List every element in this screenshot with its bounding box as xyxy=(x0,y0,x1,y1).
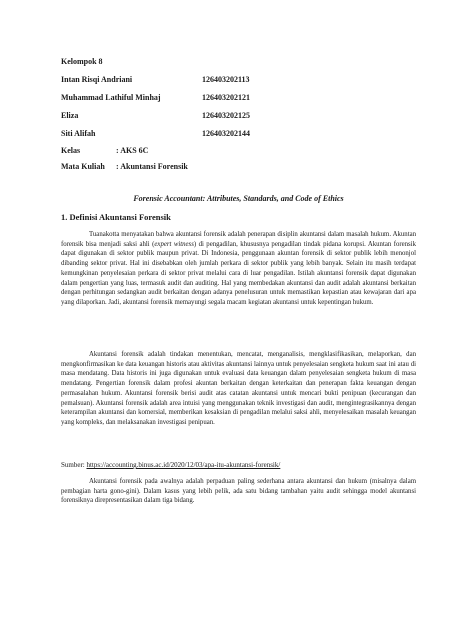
paragraph-1-italic: expert witness xyxy=(154,240,194,248)
source-label: Sumber: xyxy=(61,461,87,469)
paragraph-3 xyxy=(61,477,416,506)
paragraph-1-text-b: ) di pengadilan, khususnya pengadilan tindak pidana korupsi. Akuntan forensik dapat digunakan di sektor publik maupun privat. Di Indonesia, penggunaan akuntan forensik di sektor publik lebih menonjol dibanding sektor privat. Hal ini disebabkan oleh jumlah perkara di sektor publik yang lebih banyak. Selain itu masih terdapat kemungkinan penyelesaian perkara di sektor privat melalui cara di luar pengadilan. Istilah akuntansi forensik dapat digunakan dalam pengertian yang luas, termasuk audit dan auditing. Hal yang membedakan akuntansi dan audit adalah akuntansi berkaitan dengan perhitungan sedangkan audit berkaitan dengan adanya penelusuran untuk memastikan kepastian atau kewajaran dari apa yang dilaporkan. Jadi, akuntansi forensik memayungi segala macam kegiatan akuntansi untuk kepentingan hukum. xyxy=(61,240,416,306)
course-label: Mata Kuliah xyxy=(61,162,105,171)
member-id: 126403202125 xyxy=(202,111,250,120)
member-name: Eliza xyxy=(61,111,79,120)
member-name: Muhammad Lathiful Minhaj xyxy=(61,93,161,102)
class-label: Kelas xyxy=(61,146,81,155)
member-id: 126403202113 xyxy=(202,75,250,84)
paragraph-2-text: Akuntansi forensik adalah tindakan menentukan, mencatat, menganalisis, mengklasifikasikan, melaporkan, dan mengkonfirmasikan ke data keuangan historis atau aktivitas akuntansi lainnya untuk penyelesaian sengketa hukum saat ini atau di masa mendatang. Data historis ini juga digunakan untuk evaluasi data keuangan dalam penyelesaian sengketa hukum di masa mendatang. Pengertian forensik dalam profesi akuntan berkaitan dengan keterkaitan dan penerapan fakta keuangan dengan permasalahan hukum. Akuntansi forensik berisi audit atas catatan akuntansi untuk mencari bukti penipuan (kecurangan dan pemalsuan). Akuntansi forensik adalah area intuisi yang menggunakan teknik investigasi dan audit, mengintegrasikannya dengan keterampilan akuntansi dan komersial, memberikan kesaksian di pengadilan melalui saksi ahli, menyelesaikan masalah keuangan yang kompleks, dan melaksanakan investigasi penipuan. xyxy=(61,351,416,426)
paragraph-2 xyxy=(61,350,416,428)
member-id: 126403202121 xyxy=(202,93,250,102)
section-heading: 1. Definisi Akuntansi Forensik xyxy=(61,212,171,222)
course-value: : Akuntansi Forensik xyxy=(116,162,188,171)
member-name: Intan Risqi Andriani xyxy=(61,75,133,84)
source-link[interactable]: https://accounting.binus.ac.id/2020/12/03/apa-itu-akuntansi-forensik/ xyxy=(86,461,281,469)
group-label: Kelompok 8 xyxy=(61,57,103,66)
class-value: : AKS 6C xyxy=(116,146,149,155)
document-title: Forensic Accountant: Attributes, Standards, and Code of Ethics xyxy=(133,194,344,203)
paragraph-1 xyxy=(61,230,416,308)
member-name: Siti Alifah xyxy=(61,129,96,138)
paragraph-3-text: Akuntansi forensik pada awalnya adalah perpaduan paling sederhana antara akuntansi dan hukum (misalnya dalam pembagian harta gono-gini). Dalam kasus yang lebih pelik, ada satu bidang tambahan yaitu audit sehingga model akuntansi forensiknya direpresentasikan dalam tiga bidang. xyxy=(61,478,416,505)
member-id: 126403202144 xyxy=(202,129,250,138)
source-line xyxy=(61,461,280,469)
paragraph-1-text-a: Tuanakotta menyatakan bahwa akuntansi forensik adalah penerapan disiplin akuntansi dalam masalah hukum. Akuntan forensik bisa menjadi saksi ahli ( xyxy=(61,231,416,248)
